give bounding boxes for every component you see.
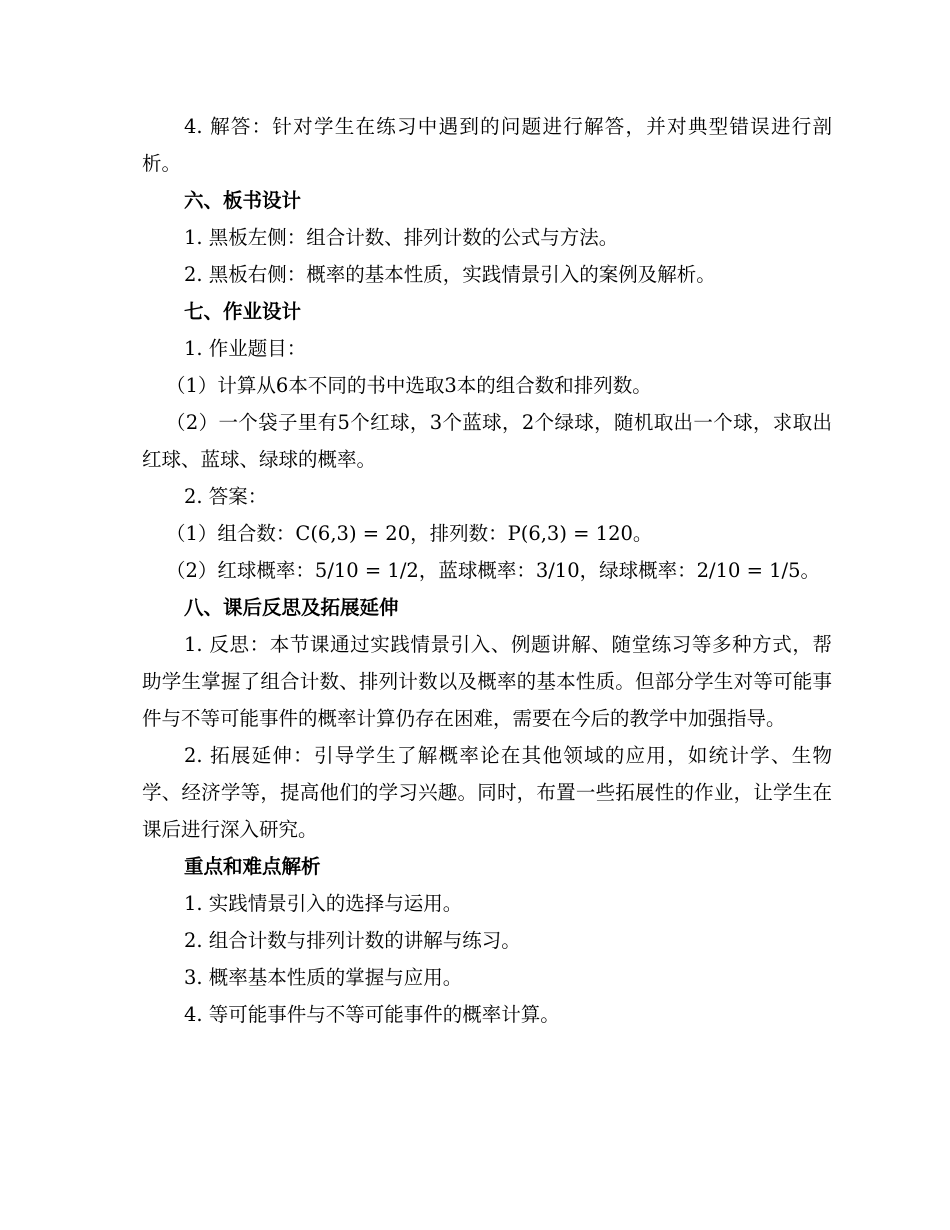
heading-homework-design: 七、作业设计 [184,300,302,323]
paragraph-key-point-3: 3. 概率基本性质的掌握与应用。 [184,966,463,989]
heading-reflection-extension: 八、课后反思及拓展延伸 [184,596,399,619]
paragraph-blackboard-right: 2. 黑板右侧：概率的基本性质，实践情景引入的案例及解析。 [184,263,716,286]
paragraph-key-point-1: 1. 实践情景引入的选择与运用。 [184,892,463,915]
heading-blackboard-design: 六、板书设计 [184,189,302,212]
document-page [142,108,832,1033]
paragraph-reflection: 1. 反思：本节课通过实践情景引入、例题讲解、随堂练习等多种方式，帮助学生掌握了组合计数、排列计数以及概率的基本性质。但部分学生对等可能事件与不等可能事件的概率计算仍存在困难，需要在今后的教学中加强指导。 [142,633,832,730]
paragraph-answer-2: （2）红球概率：5/10 = 1/2，蓝球概率：3/10，绿球概率：2/10 = 1/5。 [166,559,821,582]
paragraph-key-point-4: 4. 等可能事件与不等可能事件的概率计算。 [184,1003,560,1026]
paragraph-question-2: （2）一个袋子里有5个红球，3个蓝球，2个绿球，随机取出一个球，求取出红球、蓝球、绿球的概率。 [142,411,832,471]
paragraph-key-point-2: 2. 组合计数与排列计数的讲解与练习。 [184,929,521,952]
paragraph-answer-4: 4. 解答：针对学生在练习中遇到的问题进行解答，并对典型错误进行剖析。 [142,115,832,175]
paragraph-homework-questions: 1. 作业题目： [184,337,307,360]
heading-key-points: 重点和难点解析 [184,855,321,878]
paragraph-question-1: （1）计算从6本不同的书中选取3本的组合数和排列数。 [166,374,652,397]
paragraph-answers: 2. 答案： [184,485,268,508]
paragraph-extension: 2. 拓展延伸：引导学生了解概率论在其他领域的应用，如统计学、生物学、经济学等，提高他们的学习兴趣。同时，布置一些拓展性的作业，让学生在课后进行深入研究。 [142,744,832,841]
paragraph-blackboard-left: 1. 黑板左侧：组合计数、排列计数的公式与方法。 [184,226,619,249]
paragraph-answer-1: （1）组合数：C(6,3) = 20，排列数：P(6,3) = 120。 [166,522,653,545]
